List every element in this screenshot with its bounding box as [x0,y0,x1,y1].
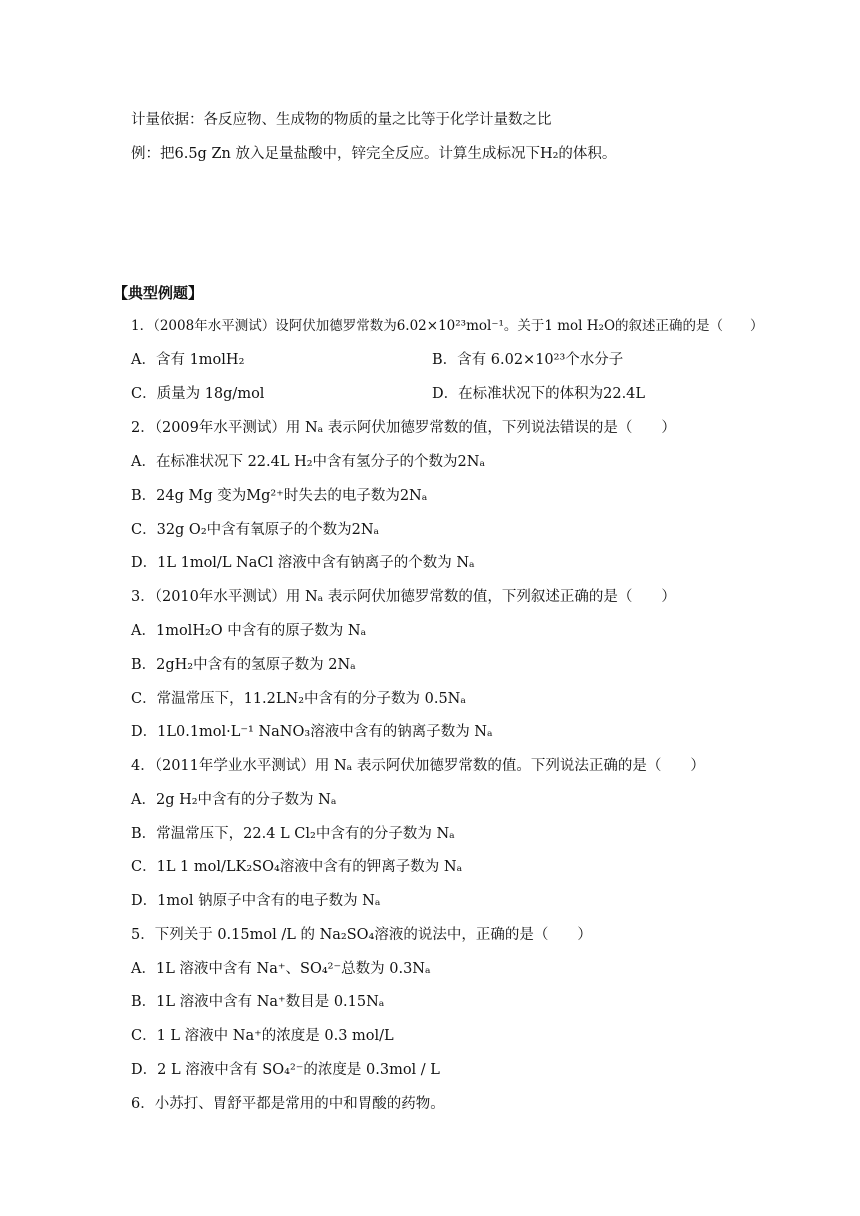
q4-option-c: C．1L 1 mol/LK₂SO₄溶液中含有的钾离子数为 Nₐ [131,859,463,875]
q5-option-c: C．1 L 溶液中 Na⁺的浓度是 0.3 mol/L [131,1028,394,1044]
q2-option-b: B．24g Mg 变为Mg²⁺时失去的电子数为2Nₐ [131,488,428,504]
q1-option-c: C．质量为 18g/mol [131,386,265,402]
q5-option-b: B．1L 溶液中含有 Na⁺数目是 0.15Nₐ [131,994,385,1010]
q3-option-a: A．1molH₂O 中含有的原子数为 Nₐ [131,623,367,639]
q2-option-a: A．在标准状况下 22.4L H₂中含有氢分子的个数为2Nₐ [131,454,486,470]
q2-option-d: D．1L 1mol/L NaCl 溶液中含有钠离子的个数为 Nₐ [131,555,475,571]
question-4-stem: 4．（2011年学业水平测试）用 Nₐ 表示阿伏加德罗常数的值。下列说法正确的是（ ） [131,758,705,774]
q1-option-b: B．含有 6.02×10²³个水分子 [432,352,624,368]
q4-option-b: B．常温常压下，22.4 L Cl₂中含有的分子数为 Nₐ [131,826,455,842]
q3-option-d: D．1L0.1mol·L⁻¹ NaNO₃溶液中含有的钠离子数为 Nₐ [131,724,493,740]
question-6-stem: 6．小苏打、胃舒平都是常用的中和胃酸的药物。 [131,1096,445,1112]
example-line: 例：把6.5g Zn 放入足量盐酸中，锌完全反应。计算生成标况下H₂的体积。 [131,146,617,162]
q3-option-c: C．常温常压下，11.2LN₂中含有的分子数为 0.5Nₐ [131,691,466,707]
q5-option-a: A．1L 溶液中含有 Na⁺、SO₄²⁻总数为 0.3Nₐ [131,961,431,977]
basis-line: 计量依据：各反应物、生成物的物质的量之比等于化学计量数之比 [131,112,552,128]
q1-option-d: D．在标准状况下的体积为22.4L [432,386,646,402]
q1-option-a: A．含有 1molH₂ [131,352,245,368]
q4-option-a: A．2g H₂中含有的分子数为 Nₐ [131,792,337,808]
q3-option-b: B．2gH₂中含有的氢原子数为 2Nₐ [131,657,356,673]
question-1-stem: 1．（2008年水平测试）设阿伏加德罗常数为6.02×10²³mol⁻¹。关于1 mol H₂O的叙述正确的是（ ） [131,318,764,334]
q4-option-d: D．1mol 钠原子中含有的电子数为 Nₐ [131,893,381,909]
section-title: 【典型例题】 [113,284,204,302]
q2-option-c: C．32g O₂中含有氧原子的个数为2Nₐ [131,522,380,538]
question-2-stem: 2．（2009年水平测试）用 Nₐ 表示阿伏加德罗常数的值，下列说法错误的是（ ） [131,420,676,436]
question-3-stem: 3．（2010年水平测试）用 Nₐ 表示阿伏加德罗常数的值，下列叙述正确的是（ ） [131,589,676,605]
question-5-stem: 5．下列关于 0.15mol /L 的 Na₂SO₄溶液的说法中，正确的是（ ） [131,927,592,943]
q5-option-d: D．2 L 溶液中含有 SO₄²⁻的浓度是 0.3mol / L [131,1062,440,1078]
